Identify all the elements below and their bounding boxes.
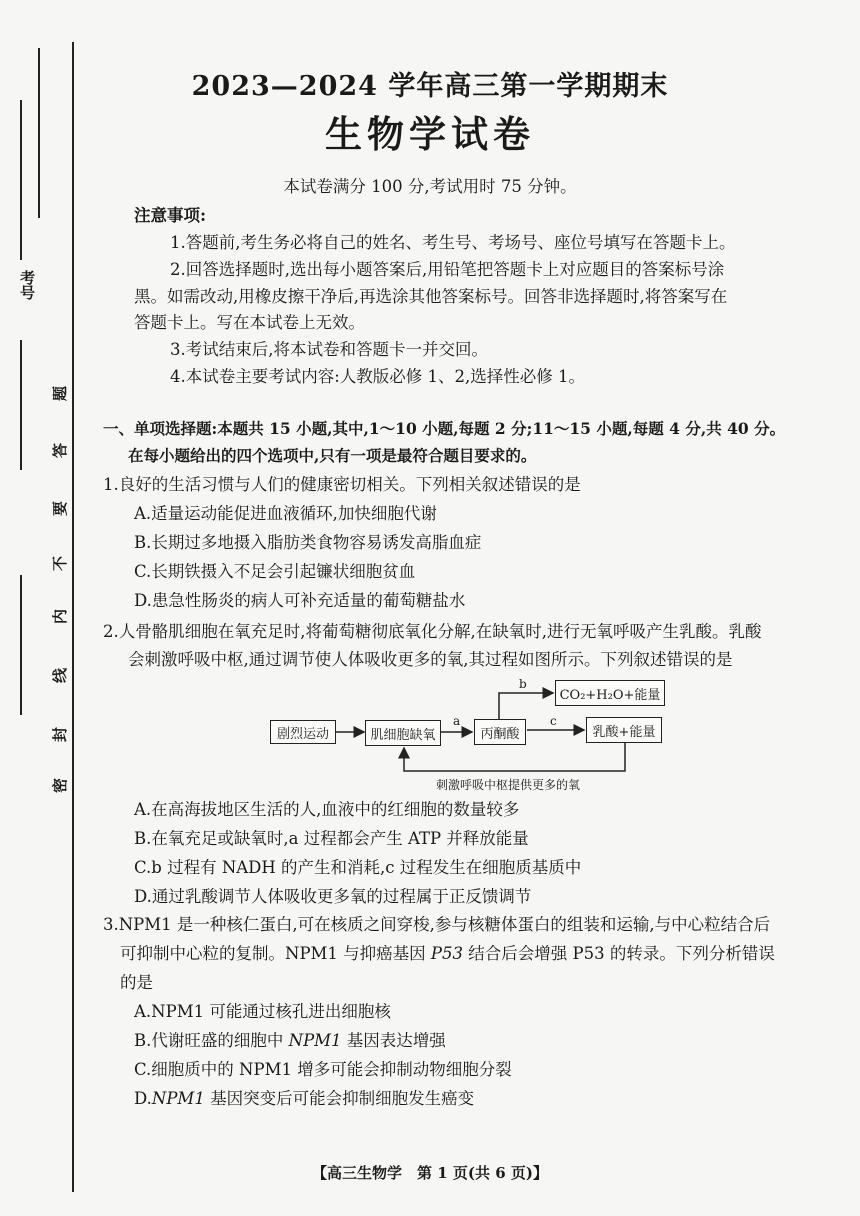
option-text: B.代谢旺盛的细胞中 [134,1031,289,1050]
question-1-stem: 1.良好的生活习惯与人们的健康密切相关。下列相关叙述错误的是 [103,475,581,494]
exam-number-label: 考号 [18,270,36,300]
option-text: D. [134,1089,152,1108]
q3-stem-text: 可抑制中心粒的复制。NPM1 与抑癌基因 [120,944,431,963]
question-3-stem-2 [120,946,775,963]
feedback-label: 刺激呼吸中枢提供更多的氧 [436,778,581,792]
seal-char: 要 [51,500,70,517]
question-2-option: D.通过乳酸调节人体吸收更多氧的过程属于正反馈调节 [134,887,532,906]
exam-title-year: 2023—2024 学年高三第一学期期末 [191,71,669,102]
question-1-option: D.患急性肠炎的病人可补充适量的葡萄糖盐水 [134,591,466,610]
option-text: 基因表达增强 [341,1031,446,1050]
exam-title-subject: 生物学试卷 [325,112,535,156]
seal-char: 密 [51,777,70,794]
option-text: 基因突变后可能会抑制细胞发生癌变 [204,1089,475,1108]
notice-item: 2.回答选择题时,选出每小题答案后,用铅笔把答题卡上对应题目的答案标号涂 [170,260,725,279]
question-2-option: C.b 过程有 NADH 的产生和消耗,c 过程发生在细胞质基质中 [134,858,582,877]
notice-heading: 注意事项: [134,206,207,225]
seal-char: 内 [51,608,70,625]
question-1-option: A.适量运动能促进血液循环,加快细胞代谢 [134,504,437,523]
question-3-stem: 3.NPM1 是一种核仁蛋白,可在核质之间穿梭,参与核糖体蛋白的组装和运输,与中心粒结合后 [103,915,771,934]
q3-gene-name: P53 [430,944,464,963]
box-pyruvate: 丙酮酸 [474,719,526,745]
question-3-option: A.NPM1 可能通过核孔进出细胞核 [134,1002,391,1021]
box-co2-water-energy: CO₂+H₂O+能量 [555,680,665,706]
label-b: b [519,677,527,691]
notice-item: 1.答题前,考生务必将自己的姓名、考生号、考场号、座位号填写在答题卡上。 [170,233,736,252]
seal-char: 答 [51,442,70,459]
box-lactate-energy: 乳酸+能量 [586,717,662,743]
notice-item: 3.考试结束后,将本试卷和答题卡一并交回。 [170,340,488,359]
notice-item: 4.本试卷主要考试内容:人教版必修 1、2,选择性必修 1。 [170,367,586,386]
question-2-stem-2: 会刺激呼吸中枢,通过调节使人体吸收更多的氧,其过程如图所示。下列叙述错误的是 [128,650,733,669]
question-2-option: A.在高海拔地区生活的人,血液中的红细胞的数量较多 [134,800,520,819]
question-3-option [134,1091,474,1108]
question-3-option: C.细胞质中的 NPM1 增多可能会抑制动物细胞分裂 [134,1060,512,1079]
question-2-option: B.在氧充足或缺氧时,a 过程都会产生 ATP 并释放能量 [134,829,529,848]
seal-char: 线 [51,667,70,684]
question-2-stem: 2.人骨骼肌细胞在氧充足时,将葡萄糖彻底氧化分解,在缺氧时,进行无氧呼吸产生乳酸。乳酸 [103,622,762,641]
label-a: a [453,714,461,728]
question-1-option: B.长期过多地摄入脂肪类食物容易诱发高脂血症 [134,533,482,552]
q3-stem-text: 结合后会增强 P53 的转录。下列分析错误 [463,944,775,963]
page-footer: 【高三生物学 第 1 页(共 6 页)】 [312,1164,548,1182]
question-3-option [134,1033,446,1050]
label-c: c [550,714,557,728]
seal-char: 封 [51,726,70,743]
seal-char: 题 [51,385,70,402]
seal-char: 不 [51,555,70,572]
exam-info: 本试卷满分 100 分,考试用时 75 分钟。 [283,177,577,196]
notice-item: 答题卡上。写在本试卷上无效。 [134,313,365,332]
gene-name: NPM1 [288,1031,342,1050]
section-heading-2: 在每小题给出的四个选项中,只有一项是最符合题目要求的。 [128,446,537,465]
box-exercise: 剧烈运动 [270,720,336,744]
question-3-stem-3: 的是 [120,973,153,992]
box-muscle-hypoxia: 肌细胞缺氧 [365,720,441,746]
notice-item: 黑。如需改动,用橡皮擦干净后,再选涂其他答案标号。回答非选择题时,将答案写在 [134,287,728,306]
gene-name: NPM1 [151,1089,205,1108]
section-heading: 一、单项选择题:本题共 15 小题,其中,1～10 小题,每题 2 分;11～15 小题,每题 4 分,共 40 分。 [103,419,786,438]
question-1-option: C.长期铁摄入不足会引起镰状细胞贫血 [134,562,416,581]
